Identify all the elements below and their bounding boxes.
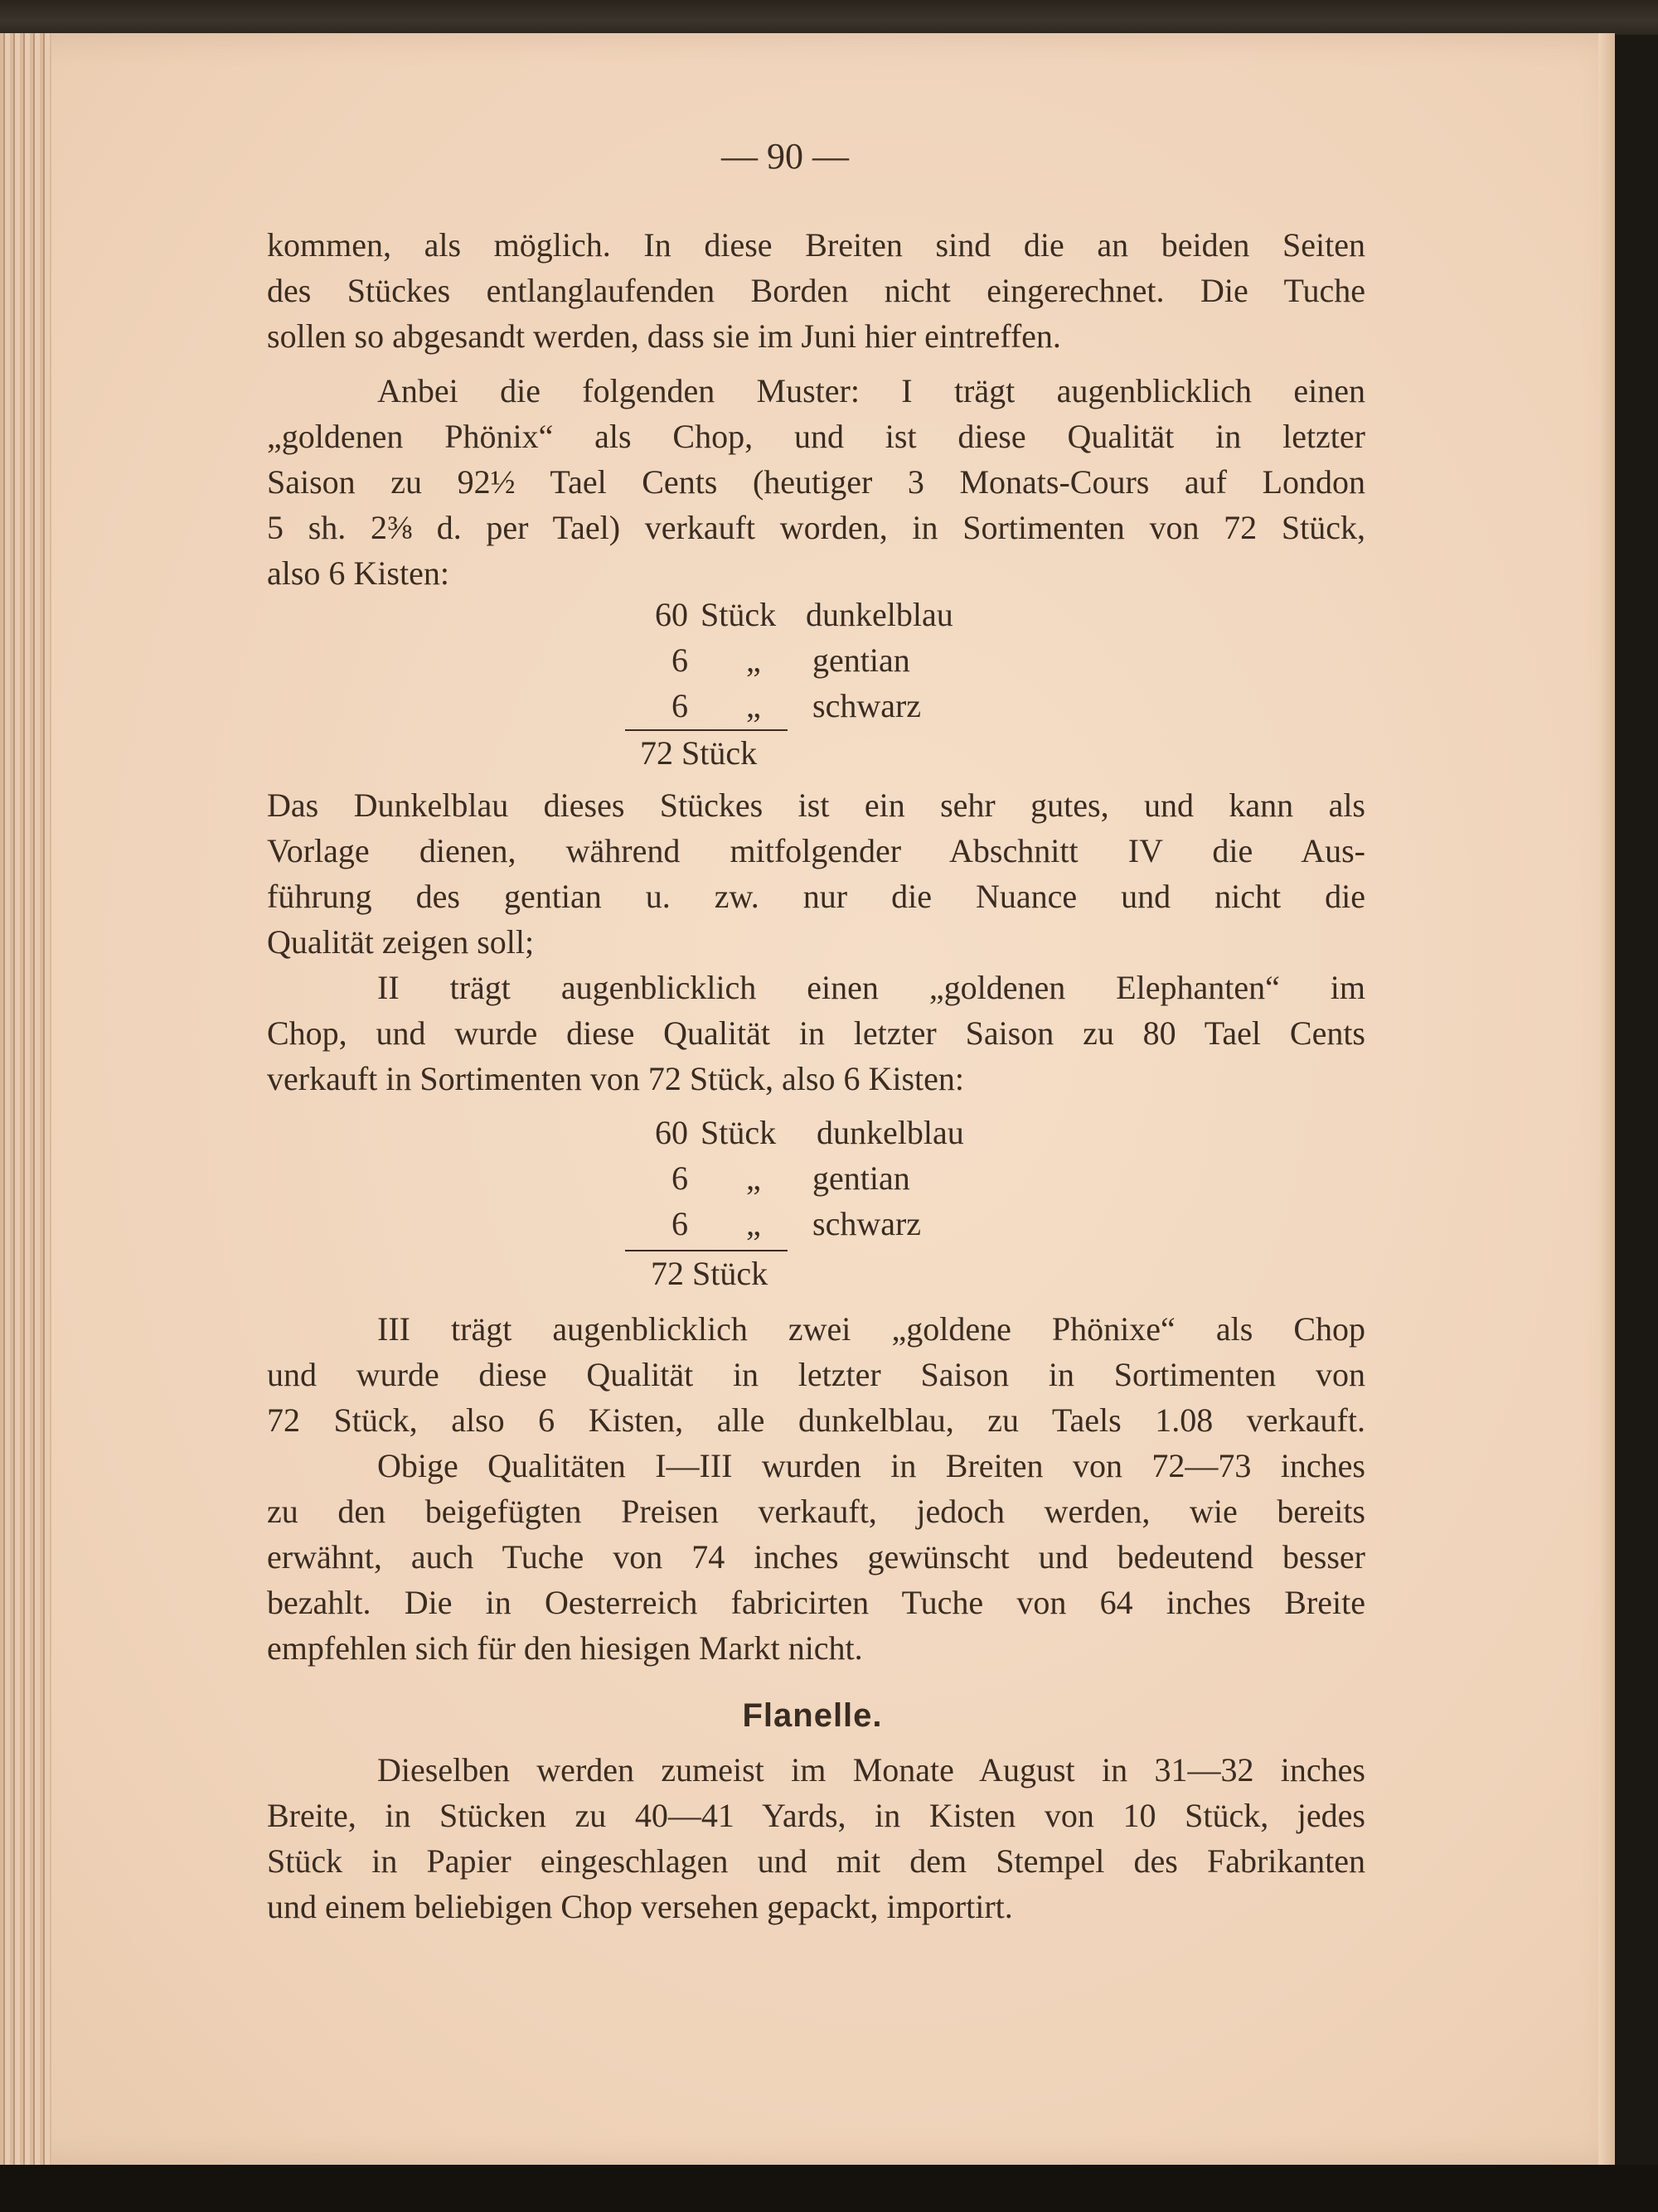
text-line: Obige Qualitäten I—III wurden in Breiten von 72—73 inches xyxy=(377,1447,1365,1484)
text-line: also 6 Kisten: xyxy=(267,554,449,592)
table-unit: Stück xyxy=(701,1114,777,1151)
table-unit: „ xyxy=(746,1205,761,1242)
table-row xyxy=(580,1113,1011,1154)
text-line: „goldenen Phönix“ als Chop, und ist diese Qualität in letzter xyxy=(267,418,1365,455)
table-color: dunkelblau xyxy=(806,596,953,633)
table-count: 60 xyxy=(655,1114,688,1151)
table-color: dunkelblau xyxy=(817,1114,964,1151)
table-unit: „ xyxy=(746,687,761,724)
table-row xyxy=(580,686,1011,728)
text-line: II trägt augenblicklich einen „goldenen Elephanten“ im xyxy=(377,969,1365,1006)
text-line: Dieselben werden zumeist im Monate August in 31—32 inches xyxy=(377,1751,1365,1788)
text-line: Das Dunkelblau dieses Stückes ist ein sehr gutes, und kann als xyxy=(267,787,1365,824)
table-count: 60 xyxy=(655,596,688,633)
text-line: zu den beigefügten Preisen verkauft, jedoch werden, wie bereits xyxy=(267,1493,1365,1530)
text-line: 72 Stück, also 6 Kisten, alle dunkelblau, zu Taels 1.08 verkauft. xyxy=(267,1401,1365,1439)
text-line: verkauft in Sortimenten von 72 Stück, also 6 Kisten: xyxy=(267,1060,964,1097)
section-heading: Flanelle. xyxy=(742,1697,883,1734)
text-line: bezahlt. Die in Oesterreich fabricirten Tuche von 64 inches Breite xyxy=(267,1584,1365,1621)
table-row xyxy=(580,1159,1011,1200)
text-line: Anbei die folgenden Muster: I trägt augenblicklich einen xyxy=(377,372,1365,409)
book-bottom-edge xyxy=(0,2165,1658,2212)
table-row xyxy=(580,595,1011,636)
table-count: 6 xyxy=(671,1205,688,1242)
table-count: 6 xyxy=(671,687,688,724)
table-unit: „ xyxy=(746,1159,761,1197)
sum-rule xyxy=(625,729,788,731)
text-line: erwähnt, auch Tuche von 74 inches gewünscht und bedeutend besser xyxy=(267,1538,1365,1576)
text-line: Vorlage dienen, während mitfolgender Abschnitt IV die Aus- xyxy=(267,832,1365,869)
text-line: Chop, und wurde diese Qualität in letzter Saison zu 80 Tael Cents xyxy=(267,1014,1365,1052)
text-line: Breite, in Stücken zu 40—41 Yards, in Kisten von 10 Stück, jedes xyxy=(267,1797,1365,1834)
page-stack-edge xyxy=(0,33,51,2167)
text-line: empfehlen sich für den hiesigen Markt nicht. xyxy=(267,1629,863,1667)
text-line: kommen, als möglich. In diese Breiten sind die an beiden Seiten xyxy=(267,226,1365,264)
text-line: sollen so abgesandt werden, dass sie im Juni hier eintreffen. xyxy=(267,317,1061,355)
page-right-edge xyxy=(1598,33,1615,2167)
text-line: und wurde diese Qualität in letzter Saison in Sortimenten von xyxy=(267,1356,1365,1393)
text-line: und einem beliebigen Chop versehen gepackt, importirt. xyxy=(267,1888,1013,1925)
text-line: führung des gentian u. zw. nur die Nuance und nicht die xyxy=(267,878,1365,915)
table-total: 72 Stück xyxy=(640,734,758,772)
text-line: Saison zu 92½ Tael Cents (heutiger 3 Monats-Cours auf London xyxy=(267,463,1365,501)
text-line: des Stückes entlanglaufenden Borden nicht eingerechnet. Die Tuche xyxy=(267,272,1365,309)
table-color: schwarz xyxy=(812,687,922,724)
table-color: gentian xyxy=(812,641,910,679)
text-line: Qualität zeigen soll; xyxy=(267,923,535,961)
page-number: — 90 — xyxy=(721,136,849,177)
text-line: Stück in Papier eingeschlagen und mit dem Stempel des Fabrikanten xyxy=(267,1842,1365,1880)
text-line: III trägt augenblicklich zwei „goldene Phönixe“ als Chop xyxy=(377,1310,1365,1348)
table-total: 72 Stück xyxy=(651,1255,768,1292)
book-top-edge xyxy=(0,0,1658,35)
table-count: 6 xyxy=(671,1159,688,1197)
text-line: 5 sh. 2⅜ d. per Tael) verkauft worden, in Sortimenten von 72 Stück, xyxy=(267,509,1365,546)
table-color: schwarz xyxy=(812,1205,922,1242)
table-unit: „ xyxy=(746,641,761,679)
table-unit: Stück xyxy=(701,596,777,633)
sum-rule xyxy=(625,1250,788,1251)
table-count: 6 xyxy=(671,641,688,679)
table-color: gentian xyxy=(812,1159,910,1197)
table-row xyxy=(580,641,1011,682)
table-row xyxy=(580,1204,1011,1246)
